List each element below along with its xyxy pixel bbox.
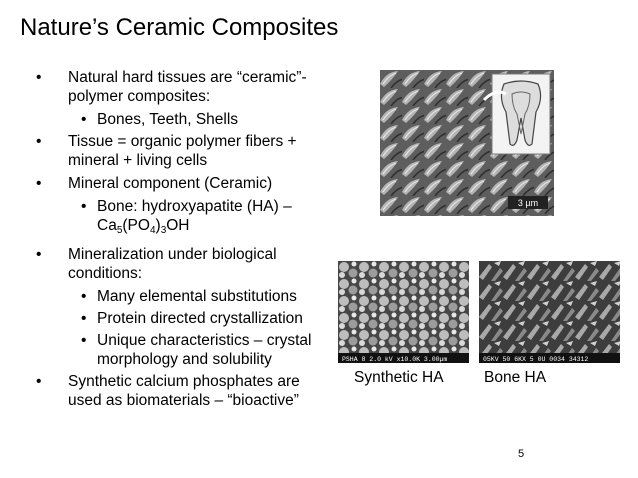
bullet-icon: •	[36, 246, 42, 263]
caption-synthetic-ha: Synthetic HA	[354, 369, 444, 386]
sem-info-bar: 05KV 50 6KX 5 0U 0034 34312	[483, 356, 589, 363]
bullet-icon: •	[81, 198, 87, 215]
sub-bullet-text: Protein directed crystallization	[97, 310, 303, 327]
page-number: 5	[518, 448, 525, 460]
bullet-text: Tissue = organic polymer fibers + mineral + living cells	[68, 133, 297, 169]
bullet-icon: •	[36, 373, 42, 390]
bullet-icon: •	[81, 288, 87, 305]
sub-bullet-item	[67, 110, 334, 129]
sub-bullet-text: Many elemental substitutions	[97, 288, 297, 305]
bullet-item	[34, 372, 334, 410]
bullet-item	[34, 68, 334, 106]
bullet-icon: •	[36, 133, 42, 150]
bullet-item	[34, 174, 334, 193]
bullet-item	[34, 245, 334, 283]
caption-bone-ha: Bone HA	[484, 369, 547, 386]
sub-bullet-item	[67, 287, 334, 306]
bullet-text: Synthetic calcium phosphates are used as biomaterials – “bioactive”	[68, 373, 300, 409]
bone-ha-image	[479, 261, 620, 363]
synthetic-ha-image	[338, 261, 469, 363]
sem-info-bar: PSHA 8 2.0 kV x10.0K 3.00µm	[342, 356, 448, 363]
enamel-sem-image	[380, 70, 554, 216]
bullet-list	[34, 68, 334, 414]
bullet-icon: •	[81, 332, 87, 349]
bullet-icon: •	[36, 69, 42, 86]
sub-bullet-text: Bones, Teeth, Shells	[97, 111, 239, 128]
sub-bullet-text: Unique characteristics – crystal morphology and solubility	[97, 332, 312, 368]
scale-bar-label: 3 µm	[517, 198, 539, 208]
sub-bullet-item	[67, 197, 334, 235]
bullet-text: Natural hard tissues are “ceramic”-polymer composites:	[68, 69, 307, 105]
bullet-text: Mineralization under biological conditions:	[68, 246, 277, 282]
slide-title: Nature’s Ceramic Composites	[20, 14, 339, 41]
sub-bullet-item	[67, 309, 334, 328]
bullet-icon: •	[36, 175, 42, 192]
bullet-icon: •	[81, 111, 87, 128]
bullet-item	[34, 132, 334, 170]
hydroxyapatite-formula: $Ca_5(PO_4)_3OH$	[97, 217, 190, 236]
sub-bullet-item	[67, 331, 334, 369]
sub-bullet-text: Bone: hydroxyapatite (HA) –	[97, 198, 292, 215]
bullet-text: Mineral component (Ceramic)	[68, 175, 273, 192]
bullet-icon: •	[81, 310, 87, 327]
